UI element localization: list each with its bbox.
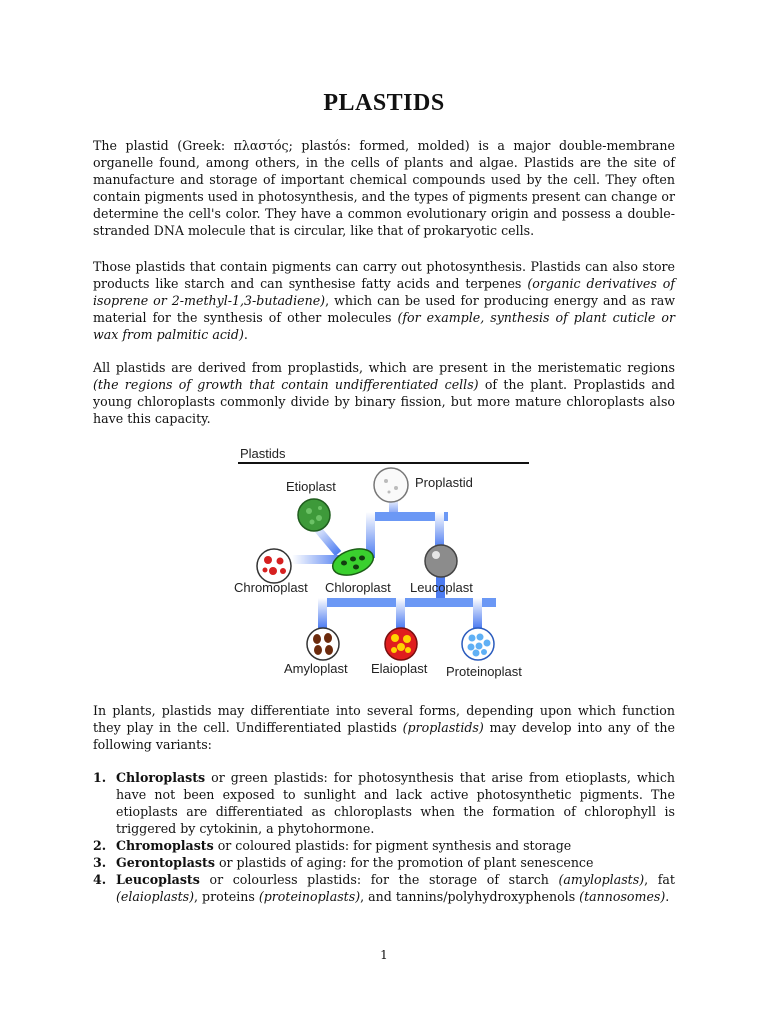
list-text: , and tannins/polyhydroxyphenols bbox=[360, 889, 580, 904]
elaioplast-label: Elaioplast bbox=[371, 661, 428, 676]
page-number: 1 bbox=[380, 948, 388, 962]
proplastid-cell bbox=[374, 468, 408, 502]
plastids-diagram bbox=[226, 444, 542, 690]
etioplast-cell bbox=[298, 499, 330, 531]
list-item bbox=[93, 871, 675, 905]
chromoplast-label: Chromoplast bbox=[234, 580, 308, 595]
text-run: of the plant. Proplastids and young chloroplasts commonly divide by binary fission, but more mature chloroplasts also have this capacity. bbox=[93, 377, 675, 426]
leucoplast-cell bbox=[425, 545, 457, 577]
list-term: Chromoplasts bbox=[116, 838, 214, 853]
elaioplast-cell bbox=[385, 628, 417, 660]
proteinoplast-label: Proteinoplast bbox=[446, 664, 522, 679]
list-item bbox=[93, 837, 675, 854]
italic-run: (the regions of growth that contain undifferentiated cells) bbox=[93, 377, 479, 392]
plastid-variants-list bbox=[93, 769, 675, 905]
italic-run: (for example, synthesis of plant cuticle or wax from palmitic acid) bbox=[93, 310, 675, 342]
page-title: PLASTIDS bbox=[323, 90, 445, 116]
amyloplast-cell bbox=[307, 628, 339, 660]
list-text: , proteins bbox=[194, 889, 259, 904]
italic-run: (organic derivatives of isoprene or 2-methyl-1,3-butadiene) bbox=[93, 276, 675, 308]
list-text: . bbox=[665, 889, 670, 904]
list-number: 4. bbox=[93, 872, 107, 887]
proteinoplast-cell bbox=[462, 628, 494, 660]
etioplast-label: Etioplast bbox=[286, 479, 336, 494]
list-number: 1. bbox=[93, 770, 107, 785]
text-run: . bbox=[243, 327, 248, 342]
text-run: , which can be used for producing energy and as raw material for the synthesis of other molecules bbox=[93, 293, 675, 325]
proplastid-label: Proplastid bbox=[415, 475, 473, 490]
text-run: All plastids are derived from proplastids, which are present in the meristematic regions bbox=[93, 360, 675, 375]
italic-run: (elaioplasts) bbox=[116, 889, 195, 904]
paragraph-photosynthesis bbox=[93, 258, 675, 343]
list-text: or coloured plastids: for pigment synthesis and storage bbox=[213, 838, 572, 853]
list-text: or green plastids: for photosynthesis that arise from etioplasts, which have not been exposed to sunlight and lack active photosynthetic pigments. The etioplasts are differentiated as chloroplasts when the formation of chlorophyll is triggered by cytokinin, a phytohormone. bbox=[116, 770, 675, 836]
list-text: or plastids of aging: for the promotion of plant senescence bbox=[214, 855, 594, 870]
list-term: Chloroplasts bbox=[116, 770, 206, 785]
list-term: Leucoplasts bbox=[116, 872, 200, 887]
chloroplast-label: Chloroplast bbox=[325, 580, 391, 595]
list-item bbox=[93, 769, 675, 837]
paragraph-intro: The plastid (Greek: πλαστός; plastós: formed, molded) is a major double-membrane organelle found, among others, in the cells of plants and algae. Plastids are the site of manufacture and storage of important chemical compounds used by the cell. They often contain pigments used in photosynthesis, and the types of pigments present can change or determine the cell's color. They have a common evolutionary origin and possess a double-stranded DNA molecule that is circular, like that of prokaryotic cells. bbox=[93, 138, 675, 238]
list-number: 3. bbox=[93, 855, 107, 870]
text-run: Those plastids that contain pigments can carry out photosynthesis. Plastids can also store products like starch and can synthesise fatty acids and terpenes bbox=[93, 259, 675, 291]
paragraph-variants bbox=[93, 702, 675, 753]
list-text: or colourless plastids: for the storage of starch bbox=[199, 872, 559, 887]
italic-run: (tannosomes) bbox=[579, 889, 666, 904]
paragraph-proplastids bbox=[93, 359, 675, 427]
text-run: In plants, plastids may differentiate into several forms, depending upon which function they play in the cell. Undifferentiated plastids bbox=[93, 703, 675, 735]
diagram-heading: Plastids bbox=[240, 446, 286, 461]
chromoplast-cell bbox=[257, 549, 291, 583]
italic-run: (proteinoplasts) bbox=[258, 889, 361, 904]
italic-run: (proplastids) bbox=[402, 720, 484, 735]
leucoplast-label: Leucoplast bbox=[410, 580, 473, 595]
list-item bbox=[93, 854, 675, 871]
list-number: 2. bbox=[93, 838, 107, 853]
italic-run: (amyloplasts) bbox=[558, 872, 645, 887]
amyloplast-label: Amyloplast bbox=[284, 661, 348, 676]
list-term: Gerontoplasts bbox=[116, 855, 215, 870]
list-text: , fat bbox=[644, 872, 675, 887]
text-run: may develop into any of the following variants: bbox=[93, 720, 675, 752]
